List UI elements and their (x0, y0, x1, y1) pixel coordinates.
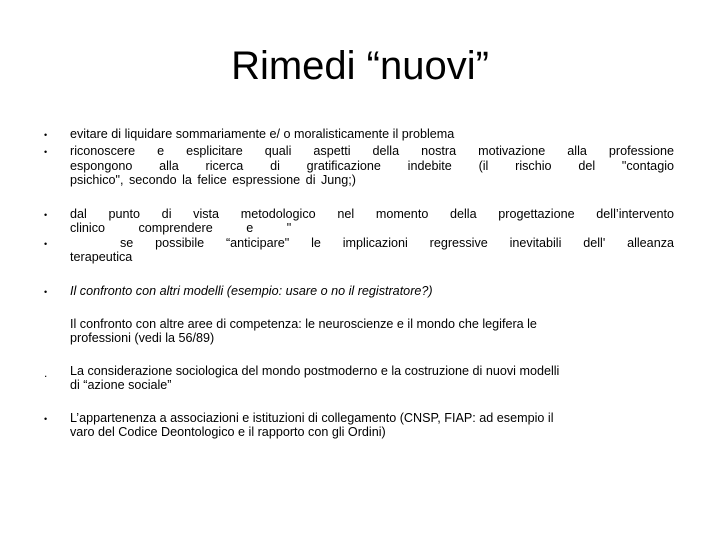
item1-line3: espongono alla ricerca di gratificazione indebite (il rischio del "contagio (70, 159, 674, 173)
item5-line2: di “azione sociale” (70, 378, 172, 392)
item2-line2: clinico comprendere e " (70, 221, 292, 235)
bullet-marker: . (44, 366, 48, 380)
item2-line4: terapeutica (70, 250, 133, 264)
item2-line1: dal punto di vista metodologico nel momento della progettazione dell’intervento (70, 207, 674, 221)
item4-line2: professioni (vedi la 56/89) (70, 331, 215, 345)
item1-line4: psichico", secondo la felice espressione di Jung;) (70, 173, 356, 187)
item3-line1: Il confronto con altri modelli (esempio: usare o no il registratore?) (70, 284, 433, 298)
item2-line3: se possibile “anticipare" le implicazioni regressive inevitabili dell' alleanza (120, 236, 674, 250)
bullet-marker: • (44, 210, 48, 220)
item6-line1: L’appartenenza a associazioni e istituzioni di collegamento (CNSP, FIAP: ad esempio il (70, 411, 554, 425)
bullet-marker: • (44, 287, 48, 297)
item4-line1: Il confronto con altre aree di competenza: le neuroscienze e il mondo che legifera le (70, 317, 537, 331)
item6-line2: varo del Codice Deontologico e il rapporto con gli Ordini) (70, 425, 386, 439)
bullet-marker: • (44, 414, 48, 424)
item1-line1: evitare di liquidare sommariamente e/ o moralisticamente il problema (70, 127, 455, 141)
item5-line1: La considerazione sociologica del mondo postmoderno e la costruzione di nuovi modelli (70, 364, 560, 378)
bullet-marker: • (44, 239, 48, 249)
slide-title: Rimedi “nuovi” (231, 44, 489, 88)
bullet-marker: • (44, 147, 48, 157)
item1-line2: riconoscere e esplicitare quali aspetti della nostra motivazione alla professione (70, 144, 674, 158)
bullet-marker: • (44, 130, 48, 140)
